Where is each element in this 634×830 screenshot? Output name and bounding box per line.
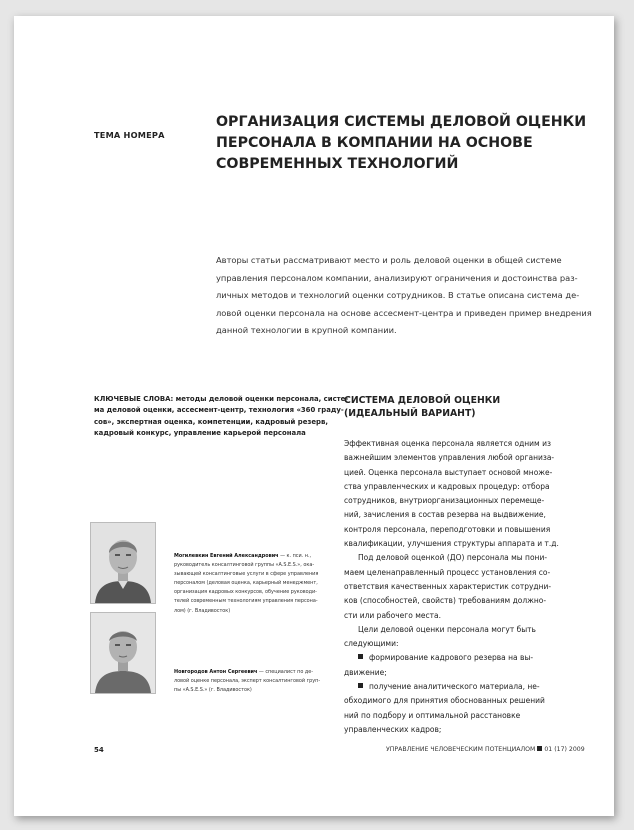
body-line-text: управленческих кадров;: [344, 724, 442, 734]
body-line: [344, 623, 584, 637]
bio-line: лом) (г. Владивосток): [174, 607, 231, 614]
keywords-line: ма деловой оценки, ассесмент-центр, технология «360 граду-: [94, 406, 344, 415]
abstract-line: ловой оценки персонала на основе ассесмент-центра и приведен пример внедрения: [216, 307, 592, 318]
body-line-text: ответствия качественных характеристик сотрудни-: [344, 581, 552, 591]
body-line-text: сти или рабочего места.: [344, 610, 441, 620]
section-heading: [344, 394, 500, 420]
section-label: ТЕМА НОМЕРА: [94, 130, 165, 140]
keywords: [94, 394, 349, 439]
body-line-text: Эффективная оценка персонала является одним из: [344, 439, 551, 448]
square-bullet-icon: [358, 683, 363, 688]
author-name: Могилевкин Евгений Александрович: [174, 553, 279, 559]
body-line-text: контроля персонала, переподготовки и повышения: [344, 524, 551, 534]
body-line-text: Под деловой оценкой (ДО) персонала мы пони-: [358, 553, 548, 563]
page-number: 54: [94, 746, 104, 754]
body-line-text: ний по подбору и оптимальной расстановке: [344, 710, 521, 720]
abstract-line: Авторы статьи рассматривают место и роль деловой оценки в общей системе: [216, 255, 562, 265]
keywords-line: КЛЮЧЕВЫЕ СЛОВА: методы деловой оценки персонала, систе-: [94, 395, 349, 403]
title-line: СОВРЕМЕННЫХ ТЕХНОЛОГИЙ: [216, 156, 459, 172]
keywords-line: сов», экспертная оценка, компетенции, кадровый резерв,: [94, 417, 328, 426]
square-bullet-icon: [358, 654, 363, 659]
body-line-text: квалификации, улучшения структуры аппарата и т.д.: [344, 539, 559, 549]
title-line: ПЕРСОНАЛА В КОМПАНИИ НА ОСНОВЕ: [216, 135, 533, 151]
abstract: [216, 252, 592, 340]
body-line: [344, 580, 584, 594]
heading-line: СИСТЕМА ДЕЛОВОЙ ОЦЕНКИ: [344, 395, 501, 406]
body-line: [344, 666, 584, 680]
body-line: [344, 494, 584, 508]
body-line-text: цией. Оценка персонала выступает основой множе-: [344, 467, 553, 477]
body-line-text: обходимого для принятия обоснованных решений: [344, 696, 545, 706]
bio-line: пы «A.S.E.S.» (г. Владивосток): [174, 687, 252, 694]
portrait-icon: [91, 613, 155, 693]
body-line: [344, 566, 584, 580]
bio-line: зывающей консалтинговые услуги в сфере управления: [174, 571, 319, 578]
body-line-text: формирование кадрового резерва на вы-: [369, 653, 534, 663]
body-line: [344, 709, 584, 723]
body-line-text: следующими:: [344, 639, 399, 649]
body-line: [344, 723, 584, 737]
bio-line: — к. пси. н.,: [278, 553, 312, 559]
journal-issue: 01 (17) 2009: [544, 746, 585, 753]
bio-line: ловой оценке персонала, эксперт консалтинговой груп-: [174, 678, 321, 685]
bio-line: организация кадровых конкурсов, обучение руководи-: [174, 589, 317, 596]
body-line-text: ний, зачисления в состав резерва на выдвижение,: [344, 510, 546, 520]
author-bio-1: [174, 552, 334, 616]
body-line-text: ства управленческих и кадровых процедур: отбора: [344, 481, 550, 491]
body-line: [344, 480, 584, 494]
abstract-line: управления персоналом компании, анализируют ограничения и достоинства раз-: [216, 272, 578, 283]
body-line-text: получение аналитического материала, не-: [369, 682, 540, 692]
keywords-line: кадровый конкурс, управление карьерой персонала: [94, 428, 306, 437]
portrait-icon: [91, 523, 155, 603]
body-line: [344, 551, 584, 565]
body-line: [344, 451, 584, 465]
journal-name: УПРАВЛЕНИЕ ЧЕЛОВЕЧЕСКИМ ПОТЕНЦИАЛОМ: [386, 746, 536, 753]
body-line: [344, 466, 584, 480]
author-bio-2: [174, 668, 334, 695]
body-text: [344, 437, 584, 737]
body-line: [344, 694, 584, 708]
bio-line: — специалист по де-: [257, 669, 314, 675]
body-line-text: движение;: [344, 667, 387, 677]
title-line: ОРГАНИЗАЦИЯ СИСТЕМЫ ДЕЛОВОЙ ОЦЕНКИ: [216, 114, 587, 130]
bullet-line: [344, 651, 584, 665]
square-bullet-icon: [537, 746, 542, 751]
body-line: [344, 594, 584, 608]
journal-page: [14, 16, 614, 816]
bio-line: телей современным технологиям управления персона-: [174, 598, 318, 605]
author-photo-1: [90, 522, 156, 604]
body-line: [344, 437, 584, 451]
bio-line: руководитель консалтинговой группы «A.S.E.S.», ока-: [174, 562, 315, 569]
author-name: Новгородов Антон Сергеевич: [174, 669, 258, 675]
bullet-line: [344, 680, 584, 694]
body-line: [344, 609, 584, 623]
body-line: [344, 523, 584, 537]
author-photo-2: [90, 612, 156, 694]
bio-line: персоналом (деловая оценка, карьерный менеджмент,: [174, 580, 318, 587]
journal-running-footer: [386, 746, 585, 753]
article-title: [216, 112, 587, 175]
abstract-line: личных методов и технологий оценки сотрудников. В статье описана система де-: [216, 290, 580, 300]
body-line: [344, 537, 584, 551]
body-line-text: Цели деловой оценки персонала могут быть: [358, 624, 536, 634]
body-line-text: важнейшим элементов управления любой организа-: [344, 453, 555, 463]
body-line-text: ков (способностей, свойств) требованиям должно-: [344, 596, 547, 606]
abstract-line: данной технологии в крупной компании.: [216, 325, 397, 335]
body-line: [344, 508, 584, 522]
body-line: [344, 637, 584, 651]
body-line-text: маем целенаправленный процесс установления со-: [344, 567, 551, 577]
body-line-text: сотрудников, внутриорганизационных перемеще-: [344, 496, 545, 506]
heading-line: (ИДЕАЛЬНЫЙ ВАРИАНТ): [344, 408, 476, 419]
